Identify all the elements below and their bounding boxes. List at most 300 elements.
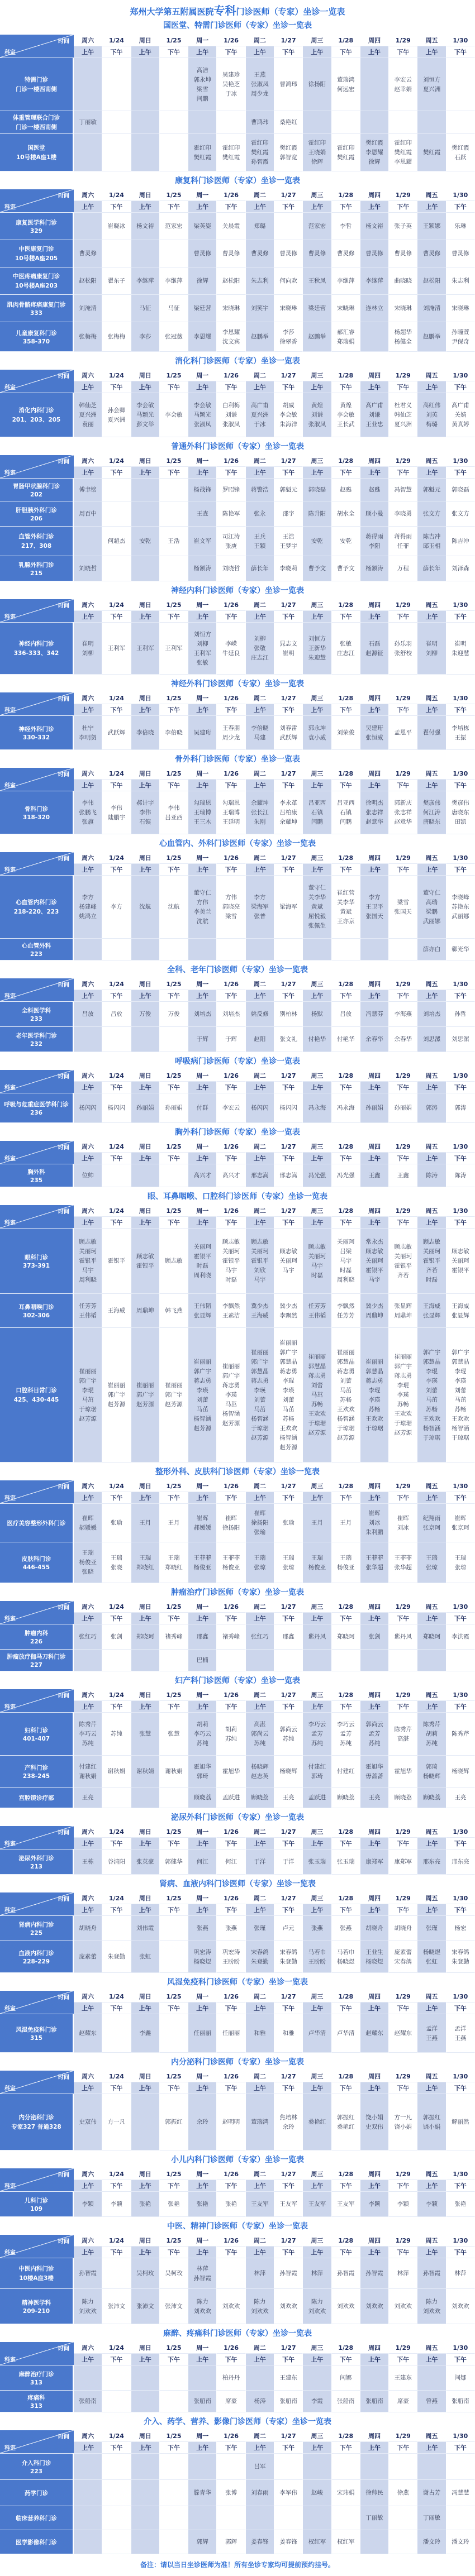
date-header: 1/29 xyxy=(389,1689,417,1701)
am-header: 上午 xyxy=(360,990,389,1002)
schedule-cell xyxy=(389,2454,417,2480)
doctor-name: 胡莉 xyxy=(225,1726,238,1733)
doctor-name: 王兵 xyxy=(254,533,266,540)
dept-label xyxy=(0,1504,74,1542)
day-header: 周三 xyxy=(303,2071,331,2082)
doctor-name: 宋晓琳 xyxy=(222,305,240,312)
doctor-name: 武丽娜 xyxy=(452,913,469,920)
doctor-name: 黄斌 xyxy=(340,908,352,915)
pm-header: 下午 xyxy=(446,704,475,716)
schedule-cell xyxy=(188,1849,217,1875)
doctor-name: 刘培杰 xyxy=(222,1011,240,1017)
pm-header: 下午 xyxy=(160,1082,188,1093)
date-header: 1/29 xyxy=(389,1205,417,1217)
schedule-cell xyxy=(131,1504,160,1542)
dept-room: 223 xyxy=(30,950,42,958)
date-header: 1/26 xyxy=(217,1991,245,2003)
doctor-name: 崔晓冰 xyxy=(107,223,126,230)
section-title: 内分泌科门诊医师（专家）坐诊一览表 xyxy=(0,2053,475,2071)
doctor-name: 王浩 xyxy=(282,533,294,540)
schedule-cell xyxy=(246,2258,274,2289)
schedule-section xyxy=(0,1463,475,1583)
doctor-name: 陈力 xyxy=(311,2298,323,2305)
doctor-name: 杨晓煜 xyxy=(365,1958,383,1965)
doctor-name: 李瑛 xyxy=(454,1377,467,1384)
am-header: 上午 xyxy=(131,1904,160,1916)
schedule-cell xyxy=(131,501,160,527)
date-header: 1/27 xyxy=(274,1826,303,1838)
dept-room: 10号楼A座205 xyxy=(15,255,58,262)
day-header: 周日 xyxy=(131,852,160,864)
date-header: 1/25 xyxy=(160,852,188,864)
doctor-name: 顾晓荔 xyxy=(193,1794,212,1801)
day-header: 周二 xyxy=(246,692,274,704)
day-header: 周四 xyxy=(360,370,389,381)
schedule-cell xyxy=(131,2192,160,2217)
pm-header: 下午 xyxy=(389,2442,417,2454)
schedule-cell xyxy=(360,791,389,834)
date-header: 1/30 xyxy=(446,35,475,46)
dept-room: 218-220、223 xyxy=(13,909,59,915)
schedule-cell xyxy=(160,1294,188,1328)
doctor-name: 王利军 xyxy=(107,645,126,652)
schedule-cell xyxy=(274,1713,303,1756)
schedule-cell xyxy=(74,1624,102,1650)
day-header: 周五 xyxy=(417,852,446,864)
schedule-cell xyxy=(446,2480,475,2506)
doctor-name: 李会敏 xyxy=(165,412,183,418)
doctor-name: 紫丹风 xyxy=(394,1633,412,1640)
am-header: 上午 xyxy=(303,990,331,1002)
doctor-name: 任菲 xyxy=(397,542,409,549)
corner-dept-label: 科室 xyxy=(4,1616,16,1622)
am-header: 上午 xyxy=(246,1082,274,1093)
doctor-name: 苏纯 xyxy=(426,1740,438,1747)
doctor-name: 吴柯玫 xyxy=(165,2270,183,2277)
pm-header: 下午 xyxy=(217,1838,245,1849)
pm-header: 下午 xyxy=(274,1701,303,1713)
doctor-name: 饶小娟 xyxy=(394,2123,412,2130)
date-header: 1/28 xyxy=(332,2235,360,2247)
doctor-name: 王欢欢 xyxy=(394,1411,412,1417)
am-header: 上午 xyxy=(74,2247,102,2258)
schedule-cell xyxy=(274,1027,303,1052)
schedule-cell xyxy=(389,1650,417,1671)
pm-header: 下午 xyxy=(446,2354,475,2365)
section-title: 整形外科、皮肤科门诊医师（专家）坐诊一览表 xyxy=(0,1463,475,1480)
doctor-name: 关李华 xyxy=(336,899,355,906)
doctor-name: 陈吉冲 xyxy=(452,538,469,544)
schedule-cell xyxy=(160,393,188,437)
schedule-cell xyxy=(217,2391,245,2412)
doctor-name: 晁志文 xyxy=(279,640,297,647)
doctor-name: 张长江 xyxy=(251,809,269,816)
schedule-cell xyxy=(160,1624,188,1650)
doctor-name: 高湛 xyxy=(397,1735,409,1742)
doctor-name: 于琼琚 xyxy=(79,1406,97,1413)
doctor-name: 霍银平 xyxy=(222,1258,240,1264)
doctor-name: 顾晓荔 xyxy=(336,1794,355,1801)
date-header: 1/26 xyxy=(217,2071,245,2082)
doctor-name: 刘蕾 xyxy=(454,1387,467,1394)
schedule-cell xyxy=(360,1229,389,1294)
date-header: 1/25 xyxy=(160,1480,188,1492)
am-header: 上午 xyxy=(417,780,446,791)
doctor-name: 张国天 xyxy=(365,913,383,920)
schedule-cell xyxy=(246,267,274,295)
corner-dept-label: 科室 xyxy=(4,2445,16,2451)
schedule-cell xyxy=(303,58,331,111)
dept-room: 228-229 xyxy=(22,1958,50,1965)
doctor-name: 薛长年 xyxy=(422,565,441,572)
doctor-name: 杨晓辉 xyxy=(422,1772,441,1780)
doctor-name: 孙智霞 xyxy=(365,2270,383,2277)
schedule-cell xyxy=(160,1849,188,1875)
dept-label xyxy=(0,2289,74,2324)
schedule-cell xyxy=(417,1756,446,1788)
doctor-name: 余耀坤 xyxy=(279,819,297,825)
dept-name: 康复医学科门诊 xyxy=(16,219,57,226)
day-header: 周六 xyxy=(74,1689,102,1701)
doctor-name: 张志祥 xyxy=(394,809,412,816)
date-header: 1/24 xyxy=(102,2430,131,2442)
date-header: 1/27 xyxy=(274,768,303,780)
doctor-name: 李方 xyxy=(368,894,381,901)
doctor-name: 卢华清 xyxy=(336,2030,355,2037)
doctor-name: 张普 xyxy=(254,913,266,920)
doctor-name: 杨颔涛 xyxy=(365,565,383,572)
doctor-name: 王浩 xyxy=(168,538,180,544)
schedule-cell xyxy=(102,2454,131,2480)
corner-time-label: 时间 xyxy=(58,856,69,862)
doctor-name: 孙曈萱 xyxy=(452,328,469,336)
doctor-name: 林萍 xyxy=(254,2270,266,2277)
doctor-name: 梅璐 xyxy=(426,421,438,428)
day-header: 周二 xyxy=(246,1892,274,1904)
doctor-name: 胡威 xyxy=(282,402,294,409)
doctor-name: 吕梁 xyxy=(340,1248,352,1255)
schedule-cell xyxy=(217,1788,245,1808)
doctor-name: 位帅 xyxy=(82,1172,94,1179)
pm-header: 下午 xyxy=(160,864,188,876)
schedule-cell xyxy=(246,1756,274,1788)
am-header: 上午 xyxy=(131,780,160,791)
doctor-name: 刘欢欢 xyxy=(279,2303,297,2310)
date-header: 1/24 xyxy=(102,2235,131,2247)
schedule-cell xyxy=(417,213,446,240)
day-header: 周三 xyxy=(303,2430,331,2442)
doctor-name: 吕军 xyxy=(254,2463,266,2470)
corner-dept-label: 科室 xyxy=(4,1495,16,1502)
am-header: 上午 xyxy=(417,1492,446,1504)
dept-label xyxy=(0,1788,74,1808)
schedule-cell xyxy=(74,2480,102,2506)
doctor-name: 刘晓哲 xyxy=(222,565,240,572)
schedule-cell xyxy=(188,1027,217,1052)
schedule-cell xyxy=(131,1713,160,1756)
doctor-name: 王伟韬 xyxy=(308,1312,326,1319)
pm-header: 下午 xyxy=(274,1492,303,1504)
schedule-cell xyxy=(160,527,188,556)
schedule-cell xyxy=(246,393,274,437)
dept-room: 223 xyxy=(30,2468,42,2475)
doctor-name: 苏纯 xyxy=(282,1735,294,1742)
date-header: 1/25 xyxy=(160,692,188,704)
date-header: 1/25 xyxy=(160,1826,188,1838)
doctor-name: 薛亦白 xyxy=(422,946,441,953)
doctor-name: 张淑凤 xyxy=(222,421,240,428)
doctor-name: 紫丹风 xyxy=(308,1633,326,1640)
am-header: 上午 xyxy=(303,864,331,876)
schedule-cell xyxy=(246,876,274,939)
date-header: 1/29 xyxy=(389,2235,417,2247)
doctor-name: 张显辉 xyxy=(394,1302,412,1309)
doctor-name: 王三木 xyxy=(193,819,212,825)
doctor-name: 王颖 xyxy=(254,542,266,549)
schedule-cell xyxy=(360,2506,389,2530)
doctor-name: 冯光强 xyxy=(308,1172,326,1179)
doctor-name: 张燕 xyxy=(340,1925,352,1932)
date-header: 1/26 xyxy=(217,2235,245,2247)
doctor-name: 王海威 xyxy=(422,1302,441,1309)
doctor-name: 陈秀芹 xyxy=(79,1721,97,1728)
day-header: 周三 xyxy=(303,1689,331,1701)
doctor-name: 翟东子 xyxy=(107,278,126,284)
pm-header: 下午 xyxy=(160,990,188,1002)
doctor-name: 朱利鹏 xyxy=(365,1529,383,1536)
doctor-name: 张京珂 xyxy=(452,1524,469,1531)
schedule-cell xyxy=(102,2192,131,2217)
doctor-name: 李继萍 xyxy=(136,278,154,284)
doctor-name: 冯智慧 xyxy=(394,486,412,493)
doctor-name: 刘笑宇 xyxy=(251,305,269,312)
pm-header: 下午 xyxy=(160,2180,188,2192)
doctor-name: 巩宏涛 xyxy=(193,1948,212,1956)
section-title: 消化科门诊医师（专家）坐诊一览表 xyxy=(0,352,475,370)
schedule-section xyxy=(0,1123,475,1187)
doctor-name: 冀少杰 xyxy=(365,1302,383,1309)
schedule-cell xyxy=(102,1504,131,1542)
doctor-name: 徐帅民 xyxy=(365,2489,383,2496)
corner-time-label: 时间 xyxy=(58,2346,69,2352)
schedule-cell xyxy=(102,501,131,527)
doctor-name: 徐燕 xyxy=(397,2489,409,2496)
schedule-cell xyxy=(389,240,417,267)
doctor-name: 顾晓荔 xyxy=(394,1794,412,1801)
doctor-name: 赵芳源 xyxy=(165,1401,183,1408)
section-title: 风湿免疫科门诊医师（专家）坐诊一览表 xyxy=(0,1973,475,1991)
schedule-cell xyxy=(446,1294,475,1328)
schedule-cell xyxy=(246,1294,274,1328)
corner-cell xyxy=(0,1826,74,1849)
am-header: 上午 xyxy=(417,46,446,58)
day-header: 周二 xyxy=(246,1826,274,1838)
schedule-cell xyxy=(389,501,417,527)
doctor-name: 高洁 xyxy=(196,66,208,74)
schedule-cell xyxy=(188,1542,217,1583)
section-title: 中医、精神门诊医师（专家）坐诊一览表 xyxy=(0,2217,475,2235)
doctor-name: 徐翠香 xyxy=(279,338,297,345)
pm-header: 下午 xyxy=(217,704,245,716)
am-header: 上午 xyxy=(246,2082,274,2094)
doctor-name: 王瑞 xyxy=(110,1554,122,1561)
date-header: 1/30 xyxy=(446,189,475,201)
am-header: 上午 xyxy=(246,2247,274,2258)
day-header: 周二 xyxy=(246,370,274,381)
date-header: 1/30 xyxy=(446,2235,475,2247)
corner-time-label: 时间 xyxy=(58,2239,69,2245)
day-header: 周二 xyxy=(246,35,274,46)
schedule-cell xyxy=(217,1916,245,1941)
schedule-section xyxy=(0,1187,475,1463)
dept-label xyxy=(0,479,74,501)
doctor-name: 梁海军 xyxy=(279,904,297,910)
doctor-name: 冀少杰 xyxy=(279,1302,297,1309)
doctor-name: 刘晓哲 xyxy=(79,565,97,572)
schedule-cell xyxy=(160,1788,188,1808)
doctor-name: 刘谦 xyxy=(368,412,381,418)
section-title: 介入、药学、营养、影像门诊医师（专家）坐诊一览表 xyxy=(0,2412,475,2430)
corner-cell xyxy=(0,2168,74,2192)
corner-dept-label: 科室 xyxy=(4,614,16,620)
dept-label xyxy=(0,939,74,960)
doctor-name: 王鑫 xyxy=(397,1172,409,1179)
schedule-cell xyxy=(360,2530,389,2554)
pm-header: 下午 xyxy=(102,2082,131,2094)
schedule-cell xyxy=(332,1788,360,1808)
doctor-name: 苏艳东 xyxy=(452,904,469,910)
doctor-name: 李瑛 xyxy=(397,1392,409,1398)
doctor-name: 时磊 xyxy=(225,1277,238,1283)
schedule-cell xyxy=(160,501,188,527)
day-header: 周一 xyxy=(188,189,217,201)
pm-header: 下午 xyxy=(446,1838,475,1849)
schedule-cell xyxy=(332,1027,360,1052)
doctor-name: 桑艳红 xyxy=(279,119,297,126)
doctor-name: 郭琦 xyxy=(196,1772,208,1780)
schedule-cell xyxy=(389,1542,417,1583)
day-header: 周日 xyxy=(131,35,160,46)
day-header: 周四 xyxy=(360,1826,389,1838)
dept-name: 内分泌科门诊 xyxy=(18,2114,54,2121)
doctor-name: 霍旭华 xyxy=(222,1768,240,1775)
am-header: 上午 xyxy=(360,1492,389,1504)
corner-time-label: 时间 xyxy=(58,603,69,609)
doctor-name: 陈吉冲 xyxy=(422,533,441,540)
date-header: 1/26 xyxy=(217,1826,245,1838)
doctor-name: 宋晓琳 xyxy=(394,305,412,312)
schedule-cell xyxy=(446,1093,475,1123)
schedule-cell xyxy=(389,2258,417,2289)
doctor-name: 林萍 xyxy=(196,2265,208,2272)
doctor-name: 崔文军 xyxy=(193,538,212,544)
dept-name: 胃肠甲状腺科门诊 xyxy=(13,482,60,490)
doctor-name: 郭尚云 xyxy=(251,1731,269,1737)
schedule-cell xyxy=(332,2258,360,2289)
doctor-name: 张梅梅 xyxy=(107,333,126,340)
schedule-cell xyxy=(74,2258,102,2289)
schedule-cell xyxy=(417,393,446,437)
doctor-name: 郭涛 xyxy=(454,1105,467,1111)
schedule-cell xyxy=(417,2365,446,2391)
date-header: 1/30 xyxy=(446,1826,475,1838)
am-header: 上午 xyxy=(246,2180,274,2192)
schedule-cell xyxy=(74,1788,102,1808)
doctor-name: 崔晖 xyxy=(254,1510,266,1517)
doctor-name: 徐辉 xyxy=(311,159,323,165)
am-header: 上午 xyxy=(74,2354,102,2365)
schedule-cell xyxy=(102,556,131,581)
dept-label xyxy=(0,1849,74,1875)
corner-time-label: 时间 xyxy=(58,39,69,45)
schedule-cell xyxy=(102,2391,131,2412)
dept-label xyxy=(0,322,74,352)
doctor-name: 顾志敏 xyxy=(394,1243,412,1250)
day-header: 周四 xyxy=(360,1689,389,1701)
dept-name: 血液内科门诊 xyxy=(18,1949,54,1957)
dept-room: 109 xyxy=(30,2205,42,2212)
schedule-cell xyxy=(131,267,160,295)
date-header: 1/24 xyxy=(102,370,131,381)
schedule-cell xyxy=(217,1849,245,1875)
date-header: 1/28 xyxy=(332,599,360,611)
doctor-name: 于琼琚 xyxy=(422,1434,441,1441)
doctor-name: 丁丽敏 xyxy=(422,2515,441,2521)
am-header: 上午 xyxy=(417,2354,446,2365)
corner-dept-label: 科室 xyxy=(4,2357,16,2363)
doctor-name: 樊红霞 xyxy=(394,149,412,156)
schedule-cell xyxy=(74,716,102,750)
schedule-cell xyxy=(131,2530,160,2554)
schedule-cell xyxy=(217,876,245,939)
schedule-cell xyxy=(446,791,475,834)
schedule-cell xyxy=(188,2289,217,2324)
doctor-name: 刘伟霞 xyxy=(136,1925,154,1932)
schedule-cell xyxy=(102,240,131,267)
schedule-cell xyxy=(217,213,245,240)
doctor-name: 董守仁 xyxy=(422,889,441,896)
doctor-name: 孙丽娟 xyxy=(165,1105,183,1111)
day-header: 周一 xyxy=(188,1689,217,1701)
doctor-name: 刘培杰 xyxy=(193,1011,212,1017)
am-header: 上午 xyxy=(246,2354,274,2365)
doctor-name: 蒋警浩 xyxy=(251,486,269,493)
doctor-name: 张华超 xyxy=(365,1564,383,1571)
pm-header: 下午 xyxy=(217,1153,245,1164)
schedule-cell xyxy=(246,1504,274,1542)
doctor-name: 王栋 xyxy=(82,1858,94,1865)
day-header: 周三 xyxy=(303,35,331,46)
schedule-cell xyxy=(274,716,303,750)
day-header: 周一 xyxy=(188,2342,217,2354)
doctor-name: 张佩生 xyxy=(308,923,326,929)
schedule-cell xyxy=(102,1164,131,1187)
schedule-cell xyxy=(332,791,360,834)
doctor-name: 权红军 xyxy=(308,2539,326,2545)
pm-header: 下午 xyxy=(217,381,245,393)
schedule-cell xyxy=(217,134,245,171)
schedule-cell xyxy=(446,1229,475,1294)
doctor-name: 庞素蕾 xyxy=(79,1953,97,1960)
doctor-name: 何江 xyxy=(225,1858,238,1865)
schedule-section xyxy=(0,960,475,1052)
pm-header: 下午 xyxy=(274,2180,303,2192)
pm-header: 下午 xyxy=(446,611,475,623)
date-header: 1/28 xyxy=(332,189,360,201)
dept-name: 肝胆胰外科门诊 xyxy=(16,506,57,514)
date-header: 1/25 xyxy=(160,978,188,990)
pm-header: 下午 xyxy=(446,1153,475,1164)
